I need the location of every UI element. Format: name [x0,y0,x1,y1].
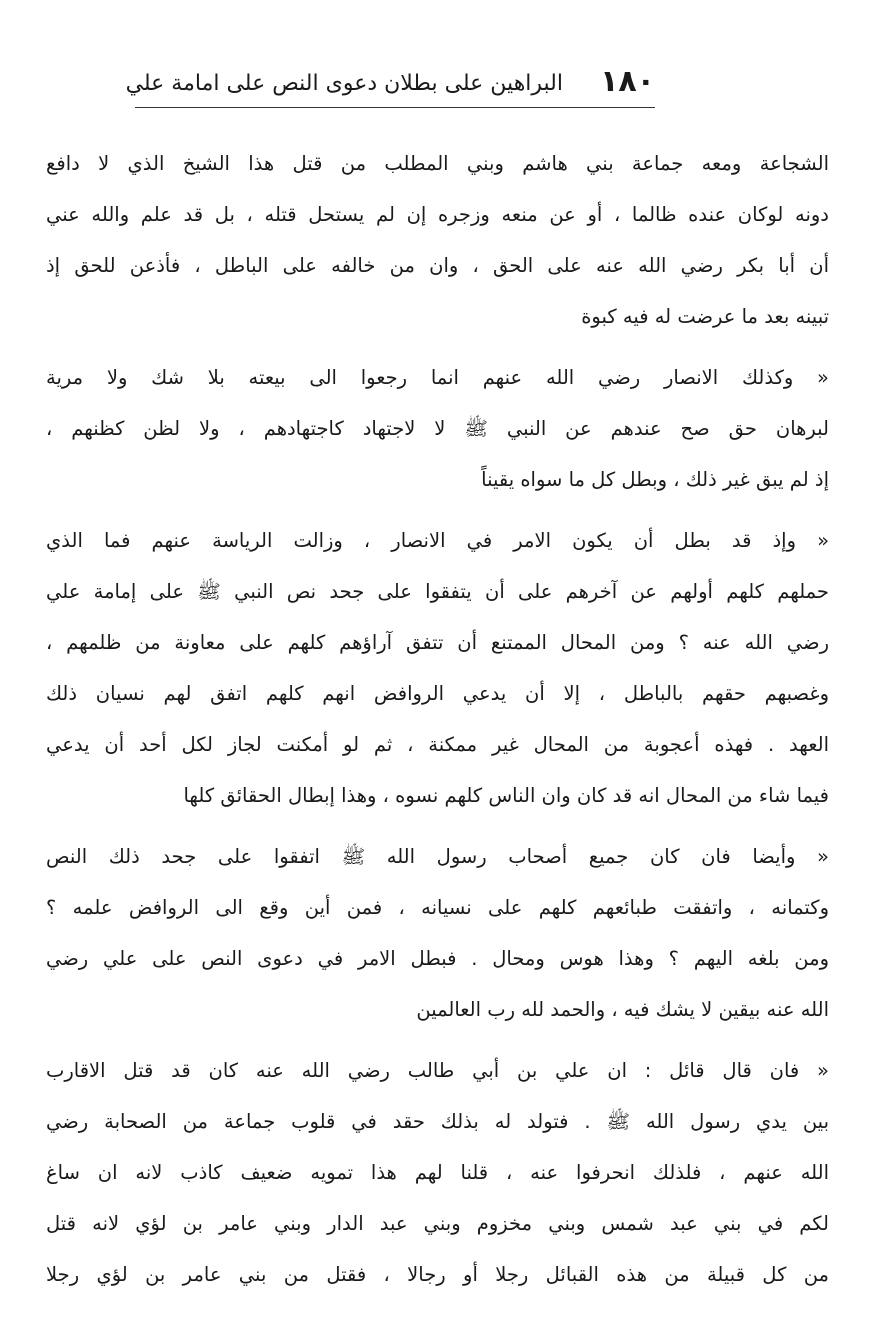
text-line: من كل قبيلة من هذه القبائل رجلا أو رجالا ، فقتل من بني عامر بن لؤي رجلا [46,1263,829,1286]
page-number: ١٨٠ [600,64,655,99]
text-line: ومن بلغه اليهم ؟ وهذا هوس ومحال . فبطل الامر في دعوى النص على علي رضي [46,947,829,970]
text-line: « وكذلك الانصار رضي الله عنهم انما رجعوا الى بيعته بلا شك ولا مرية [46,366,829,389]
text-line: أن أبا بكر رضي الله عنه على الحق ، وان من خالفه على الباطل ، فأذعن للحق إذ [46,254,829,277]
text-line: الله عنه بيقين لا يشك فيه ، والحمد لله رب العالمين [416,998,829,1021]
paragraph-4 [46,831,829,1035]
text-line: لبرهان حق صح عندهم عن النبي ﷺ لا لاجتهاد كاجتهادهم ، ولا لظن كظنهم ، [46,417,829,440]
text-line: « وإذ قد بطل أن يكون الامر في الانصار ، وزالت الرياسة عنهم فما الذي [46,529,829,552]
header-rule [135,107,655,108]
paragraph-5 [46,1045,829,1300]
text-line: حملهم كلهم أولهم عن آخرهم على أن يتفقوا على جحد نص النبي ﷺ على إمامة علي [46,580,829,603]
text-line: « وأيضا فان كان جميع أصحاب رسول الله ﷺ اتفقوا على جحد ذلك النص [46,845,829,868]
text-line: بين يدي رسول الله ﷺ . فتولد له بذلك حقد في قلوب جماعة من الصحابة رضي [46,1110,829,1133]
page-header [125,62,655,106]
text-line: العهد . فهذه أعجوبة من المحال غير ممكنة ، ثم لو أمكنت لجاز لكل أحد أن يدعي [46,733,829,756]
paragraph-1 [46,138,829,342]
text-line: وكتمانه ، واتفقت طبائعهم كلهم على نسيانه ، فمن أين وقع الى الروافض علمه ؟ [46,896,829,919]
text-line: الله عنهم ، فلذلك انحرفوا عنه ، قلنا لهم هذا تمويه ضعيف كاذب لانه ان ساغ [46,1161,829,1184]
text-line: لكم في بني عبد شمس وبني مخزوم وبني عبد الدار وبني عامر بن لؤي لانه قتل [46,1212,829,1235]
paragraph-2 [46,352,829,505]
text-line: الشجاعة ومعه جماعة بني هاشم وبني المطلب من قتل هذا الشيخ الذي لا دافع [46,152,829,175]
paragraph-3 [46,515,829,821]
text-line: « فان قال قائل : ان علي بن أبي طالب رضي الله عنه كان قد قتل الاقارب [46,1059,829,1082]
body-text [46,138,829,1300]
text-line: دونه لوكان عنده ظالما ، أو عن منعه وزجره إن لم يستحل قتله ، بل قد علم والله عني [46,203,829,226]
text-line: إذ لم يبق غير ذلك ، وبطل كل ما سواه يقيناً [481,468,829,491]
text-line: تبينه بعد ما عرضت له فيه كبوة [581,305,829,328]
text-line: وغصبهم حقهم بالباطل ، إلا أن يدعي الروافض انهم كلهم اتفق لهم نسيان ذلك [46,682,829,705]
text-line: فيما شاء من المحال انه قد كان وان الناس كلهم نسوه ، وهذا إبطال الحقائق كلها [183,784,829,807]
text-line: رضي الله عنه ؟ ومن المحال الممتنع أن تتفق آراؤهم كلهم على معاونة من ظلمهم ، [46,631,829,654]
running-title: البراهين على بطلان دعوى النص على امامة علي [125,71,563,96]
